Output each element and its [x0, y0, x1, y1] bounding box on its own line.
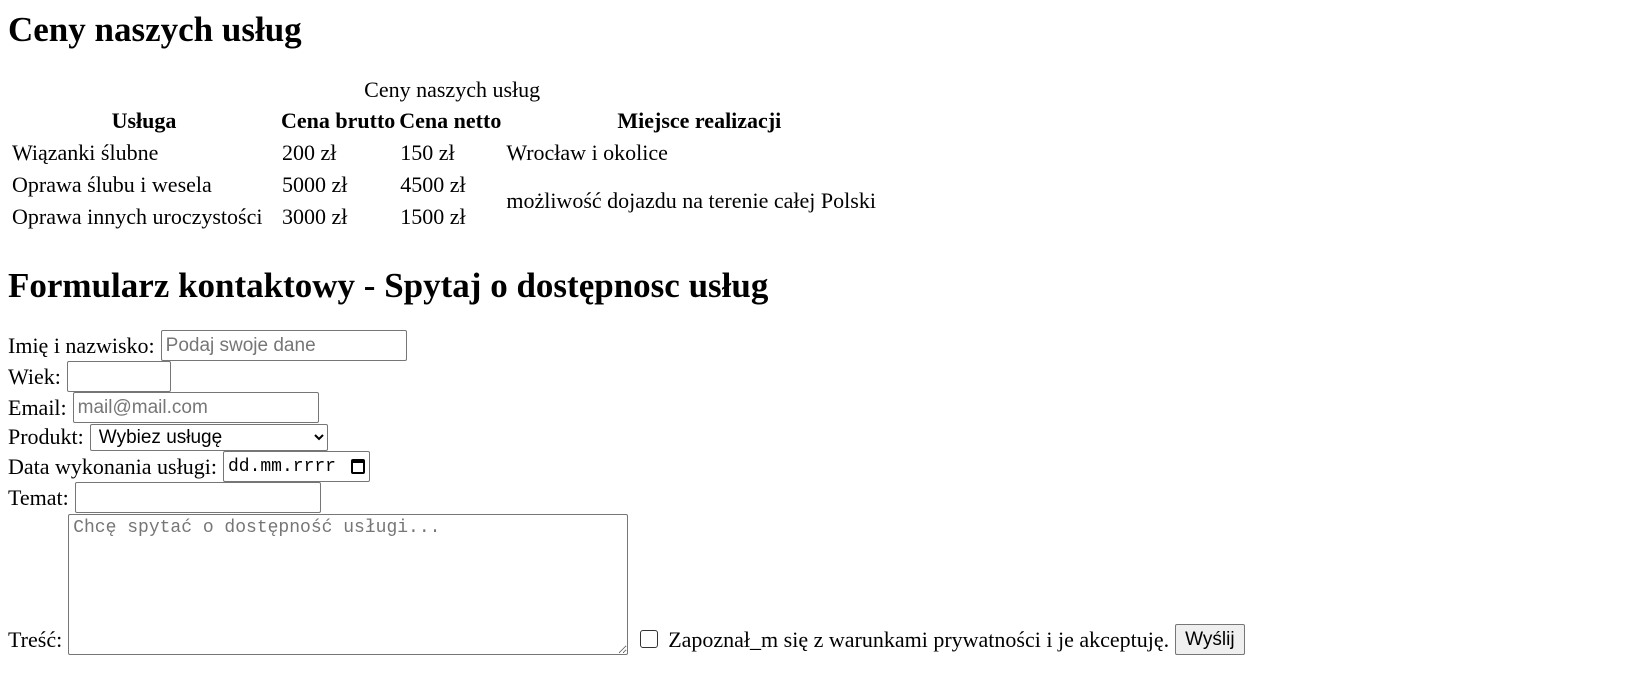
cell-service: Oprawa ślubu i wesela — [12, 172, 212, 197]
prices-table — [8, 74, 896, 234]
cell-net: 150 zł — [400, 140, 455, 165]
subject-row — [8, 482, 1608, 513]
privacy-checkbox[interactable] — [640, 630, 658, 648]
table-row — [10, 170, 894, 200]
email-input[interactable] — [73, 392, 319, 423]
cell-location: możliwość dojazdu na terenie całej Polski — [506, 188, 876, 213]
date-value: dd.mm.rrrr — [227, 456, 336, 477]
name-label: Imię i nazwisko: — [8, 332, 155, 358]
age-row — [8, 361, 1608, 392]
message-label: Treść: — [8, 627, 63, 652]
cell-location: Wrocław i okolice — [506, 140, 668, 165]
form-title: Formularz kontaktowy - Spytaj o dostępnosc usług — [8, 266, 769, 305]
header-service: Usługa — [111, 108, 177, 133]
cell-net: 4500 zł — [400, 172, 466, 197]
cell-service: Wiązanki ślubne — [12, 140, 159, 165]
subject-input[interactable] — [75, 482, 321, 513]
cell-gross: 3000 zł — [282, 204, 348, 229]
age-input[interactable] — [67, 361, 171, 392]
message-textarea[interactable] — [68, 514, 628, 655]
header-net-price: Cena netto — [399, 108, 502, 133]
name-row — [8, 330, 1608, 361]
table-caption: Ceny naszych usług — [364, 77, 541, 102]
header-location: Miejsce realizacji — [617, 108, 782, 133]
cell-gross: 200 zł — [282, 140, 337, 165]
cell-service: Oprawa innych uroczystości — [12, 204, 263, 229]
name-input[interactable] — [161, 330, 407, 361]
product-select[interactable] — [90, 424, 328, 451]
date-row — [8, 451, 1608, 482]
submit-button[interactable]: Wyślij — [1175, 624, 1244, 655]
date-input[interactable] — [223, 451, 370, 482]
calendar-icon[interactable] — [351, 459, 365, 474]
page-title: Ceny naszych usług — [8, 10, 302, 49]
cell-gross: 5000 zł — [282, 172, 348, 197]
subject-label: Temat: — [8, 484, 69, 510]
cell-net: 1500 zł — [400, 204, 466, 229]
table-header-row — [10, 106, 894, 136]
age-label: Wiek: — [8, 363, 61, 389]
contact-form — [8, 330, 1608, 655]
message-row — [8, 514, 1608, 655]
email-label: Email: — [8, 394, 67, 420]
date-label: Data wykonania usługi: — [8, 453, 217, 479]
privacy-label: Zapoznał_m się z warunkami prywatności i je akceptuję. — [668, 627, 1170, 652]
product-label: Produkt: — [8, 424, 84, 449]
product-row — [8, 423, 1608, 451]
email-row — [8, 392, 1608, 423]
header-gross-price: Cena brutto — [281, 108, 396, 133]
table-row — [10, 138, 894, 168]
